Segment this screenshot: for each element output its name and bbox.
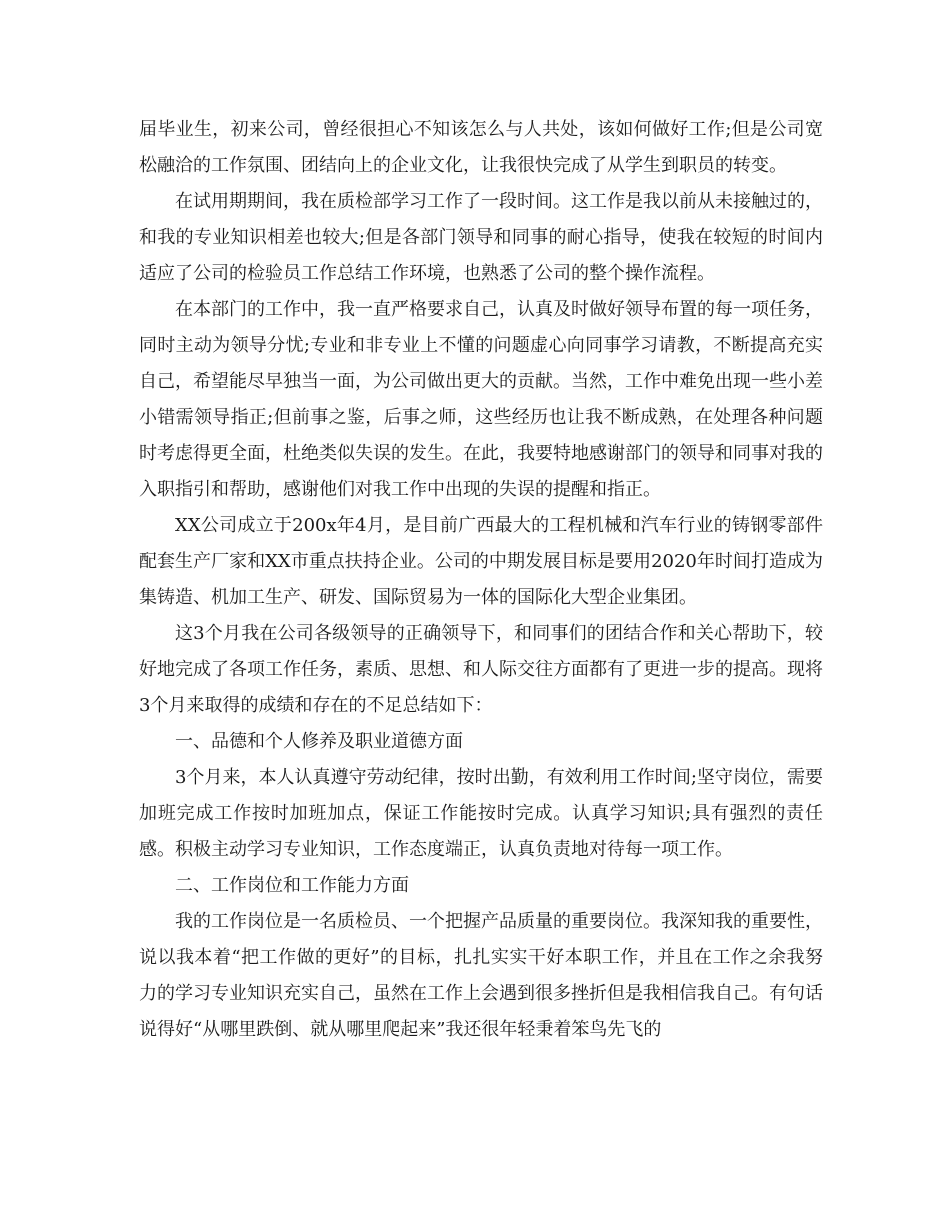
paragraph-3: 在本部门的工作中，我一直严格要求自己，认真及时做好领导布置的每一项任务，同时主动为领导分忧;专业和非专业上不懂的问题虚心向同事学习请教，不断提高充实自己，希望能尽早独当一面，为公司做出更大的贡献。当然，工作中难免出现一些小差小错需领导指正;但前事之鉴，后事之师，这些经历也让我不断成熟，在处理各种问题时考虑得更全面，杜绝类似失误的发生。在此，我要特地感谢部门的领导和同事对我的入职指引和帮助，感谢他们对我工作中出现的失误的提醒和指正。: [139, 299, 823, 500]
paragraph-7: 我的工作岗位是一名质检员、一个把握产品质量的重要岗位。我深知我的重要性，说以我本着“把工作做的更好”的目标，扎扎实实干好本职工作，并且在工作之余我努力的学习专业知识充实自己，虽然在工作上会遇到很多挫折但是我相信我自己。有句话说得好“从哪里跌倒、就从哪里爬起来”我还很年轻秉着笨鸟先飞的: [139, 911, 823, 1040]
document-body: [139, 112, 823, 1048]
section-heading-1: 一、品德和个人修养及职业道德方面: [175, 731, 463, 752]
paragraph-6: 3个月来，本人认真遵守劳动纪律，按时出勤，有效利用工作时间;坚守岗位，需要加班完成工作按时加班加点，保证工作能按时完成。认真学习知识;具有强烈的责任感。积极主动学习专业知识，工作态度端正，认真负责地对待每一项工作。: [139, 767, 823, 860]
section-heading-2: 二、工作岗位和工作能力方面: [175, 875, 409, 896]
paragraph-2: 在试用期期间，我在质检部学习工作了一段时间。这工作是我以前从未接触过的，和我的专业知识相差也较大;但是各部门领导和同事的耐心指导，使我在较短的时间内适应了公司的检验员工作总结工作环境，也熟悉了公司的整个操作流程。: [139, 191, 823, 284]
paragraph-5: 这3个月我在公司各级领导的正确领导下，和同事们的团结合作和关心帮助下，较好地完成了各项工作任务，素质、思想、和人际交往方面都有了更进一步的提高。现将3个月来取得的成绩和存在的不足总结如下：: [139, 623, 823, 716]
paragraph-4: XX公司成立于200x年4月，是目前广西最大的工程机械和汽车行业的铸钢零部件配套生产厂家和XX市重点扶持企业。公司的中期发展目标是要用2020年时间打造成为集铸造、机加工生产、研发、国际贸易为一体的国际化大型企业集团。: [139, 515, 823, 608]
paragraph-1: 届毕业生，初来公司，曾经很担心不知该怎么与人共处，该如何做好工作;但是公司宽松融洽的工作氛围、团结向上的企业文化，让我很快完成了从学生到职员的转变。: [139, 119, 823, 176]
